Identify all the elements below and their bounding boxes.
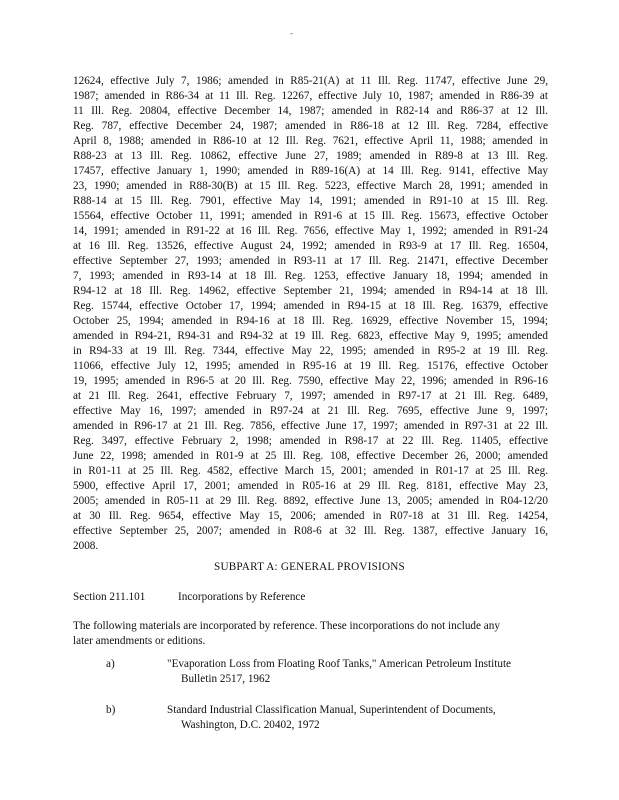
history-line: 2005; amended in R05-11 at 29 Ill. Reg. 8892, effective June 13, 2005; amended in R04-12/20 — [73, 495, 548, 507]
history-line: amended in R94-21, R94-31 and R94-32 at 19 Ill. Reg. 6823, effective May 9, 1995; amended — [73, 330, 548, 342]
source-history-paragraph — [73, 74, 548, 554]
history-line: R94-12 at 18 Ill. Reg. 14962, effective September 21, 1994; amended in R94-14 at 18 Ill. — [73, 285, 548, 297]
history-line: at 16 Ill. Reg. 13526, effective August 24, 1992; amended in R93-9 at 17 Ill. Reg. 16504, — [73, 240, 548, 252]
history-line: 14, 1991; amended in R91-22 at 16 Ill. Reg. 7656, effective May 1, 1992; amended in R91-24 — [73, 225, 548, 237]
history-line: October 25, 1994; amended in R94-16 at 18 Ill. Reg. 16929, effective November 15, 1994; — [73, 315, 548, 327]
history-line: 19, 1995; amended in R96-5 at 20 Ill. Reg. 7590, effective May 22, 1996; amended in R96-16 — [73, 375, 548, 387]
history-line: June 22, 1998; amended in R01-9 at 25 Ill. Reg. 108, effective December 26, 2000; amended — [73, 450, 548, 462]
history-line: effective May 16, 1997; amended in R97-24 at 21 Ill. Reg. 7695, effective June 9, 1997; — [73, 405, 548, 417]
history-line: 2008. — [73, 540, 99, 552]
history-line: R88-23 at 13 Ill. Reg. 10862, effective June 27, 1989; amended in R89-8 at 13 Ill. Reg. — [73, 150, 548, 162]
history-line: in R01-11 at 25 Ill. Reg. 4582, effective March 15, 2001; amended in R01-17 at 25 Ill. Reg. — [73, 465, 548, 477]
history-line: 5900, effective April 17, 2001; amended in R05-16 at 29 Ill. Reg. 8181, effective May 23, — [73, 480, 548, 492]
section-heading — [73, 590, 305, 605]
list-item-letter: a) — [106, 658, 115, 670]
history-line: April 8, 1988; amended in R86-10 at 12 Ill. Reg. 7621, effective April 11, 1988; amended in — [73, 135, 548, 147]
history-line: 12624, effective July 7, 1986; amended in R85-21(A) at 11 Ill. Reg. 11747, effective June 29, — [73, 75, 548, 87]
history-line: R88-14 at 15 Ill. Reg. 7901, effective May 14, 1991; amended in R91-10 at 15 Ill. Reg. — [73, 195, 548, 207]
intro-line: later amendments or editions. — [73, 635, 206, 647]
history-line: effective September 27, 1993; amended in R93-11 at 17 Ill. Reg. 21471, effective December — [73, 255, 548, 267]
history-line: at 30 Ill. Reg. 9654, effective May 15, 2006; amended in R07-18 at 31 Ill. Reg. 14254, — [73, 510, 548, 522]
intro-paragraph — [73, 619, 543, 649]
list-item-line: Bulletin 2517, 1962 — [181, 673, 271, 685]
history-line: Reg. 15744, effective October 17, 1994; amended in R94-15 at 18 Ill. Reg. 16379, effective — [73, 300, 548, 312]
section-number: Section 211.101 — [73, 591, 146, 603]
history-line: 11 Ill. Reg. 20804, effective December 14, 1987; amended in R82-14 and R86-37 at 12 Ill. — [73, 105, 548, 117]
subpart-heading: SUBPART A: GENERAL PROVISIONS — [214, 561, 405, 573]
history-line: 23, 1990; amended in R88-30(B) at 15 Ill. Reg. 5223, effective March 28, 1991; amended in — [73, 180, 548, 192]
history-line: in R94-33 at 19 Ill. Reg. 7344, effective May 22, 1995; amended in R95-2 at 19 Ill. Reg. — [73, 345, 548, 357]
list-item-line: "Evaporation Loss from Floating Roof Tanks," American Petroleum Institute — [167, 658, 512, 670]
history-line: effective September 25, 2007; amended in R08-6 at 32 Ill. Reg. 1387, effective January 16, — [73, 525, 548, 537]
list-item-line: Washington, D.C. 20402, 1972 — [181, 719, 320, 731]
list-item-letter: b) — [106, 704, 116, 716]
history-line: 15564, effective October 11, 1991; amended in R91-6 at 15 Ill. Reg. 15673, effective October — [73, 210, 548, 222]
history-line: 1987; amended in R86-34 at 11 Ill. Reg. 12267, effective July 10, 1987; amended in R86-39 at — [73, 90, 548, 102]
history-line: 11066, effective July 12, 1995; amended in R95-16 at 19 Ill. Reg. 15176, effective October — [73, 360, 548, 372]
history-line: Reg. 787, effective December 24, 1987; amended in R86-18 at 12 Ill. Reg. 7284, effective — [73, 120, 548, 132]
history-line: 7, 1993; amended in R93-14 at 18 Ill. Reg. 1253, effective January 18, 1994; amended in — [73, 270, 548, 282]
history-line: Reg. 3497, effective February 2, 1998; amended in R98-17 at 22 Ill. Reg. 11405, effective — [73, 435, 548, 447]
history-line: 17457, effective January 1, 1990; amended in R89-16(A) at 14 Ill. Reg. 9141, effective May — [73, 165, 548, 177]
page-mark: - — [290, 28, 293, 38]
history-line: amended in R96-17 at 21 Ill. Reg. 7856, effective June 17, 1997; amended in R97-31 at 22 Ill. — [73, 420, 548, 432]
list-item-line: Standard Industrial Classification Manual, Superintendent of Documents, — [167, 704, 496, 716]
intro-line: The following materials are incorporated by reference. These incorporations do not include any — [73, 620, 500, 632]
history-line: at 21 Ill. Reg. 2641, effective February 7, 1997; amended in R97-17 at 21 Ill. Reg. 6489, — [73, 390, 548, 402]
section-title: Incorporations by Reference — [178, 591, 306, 603]
